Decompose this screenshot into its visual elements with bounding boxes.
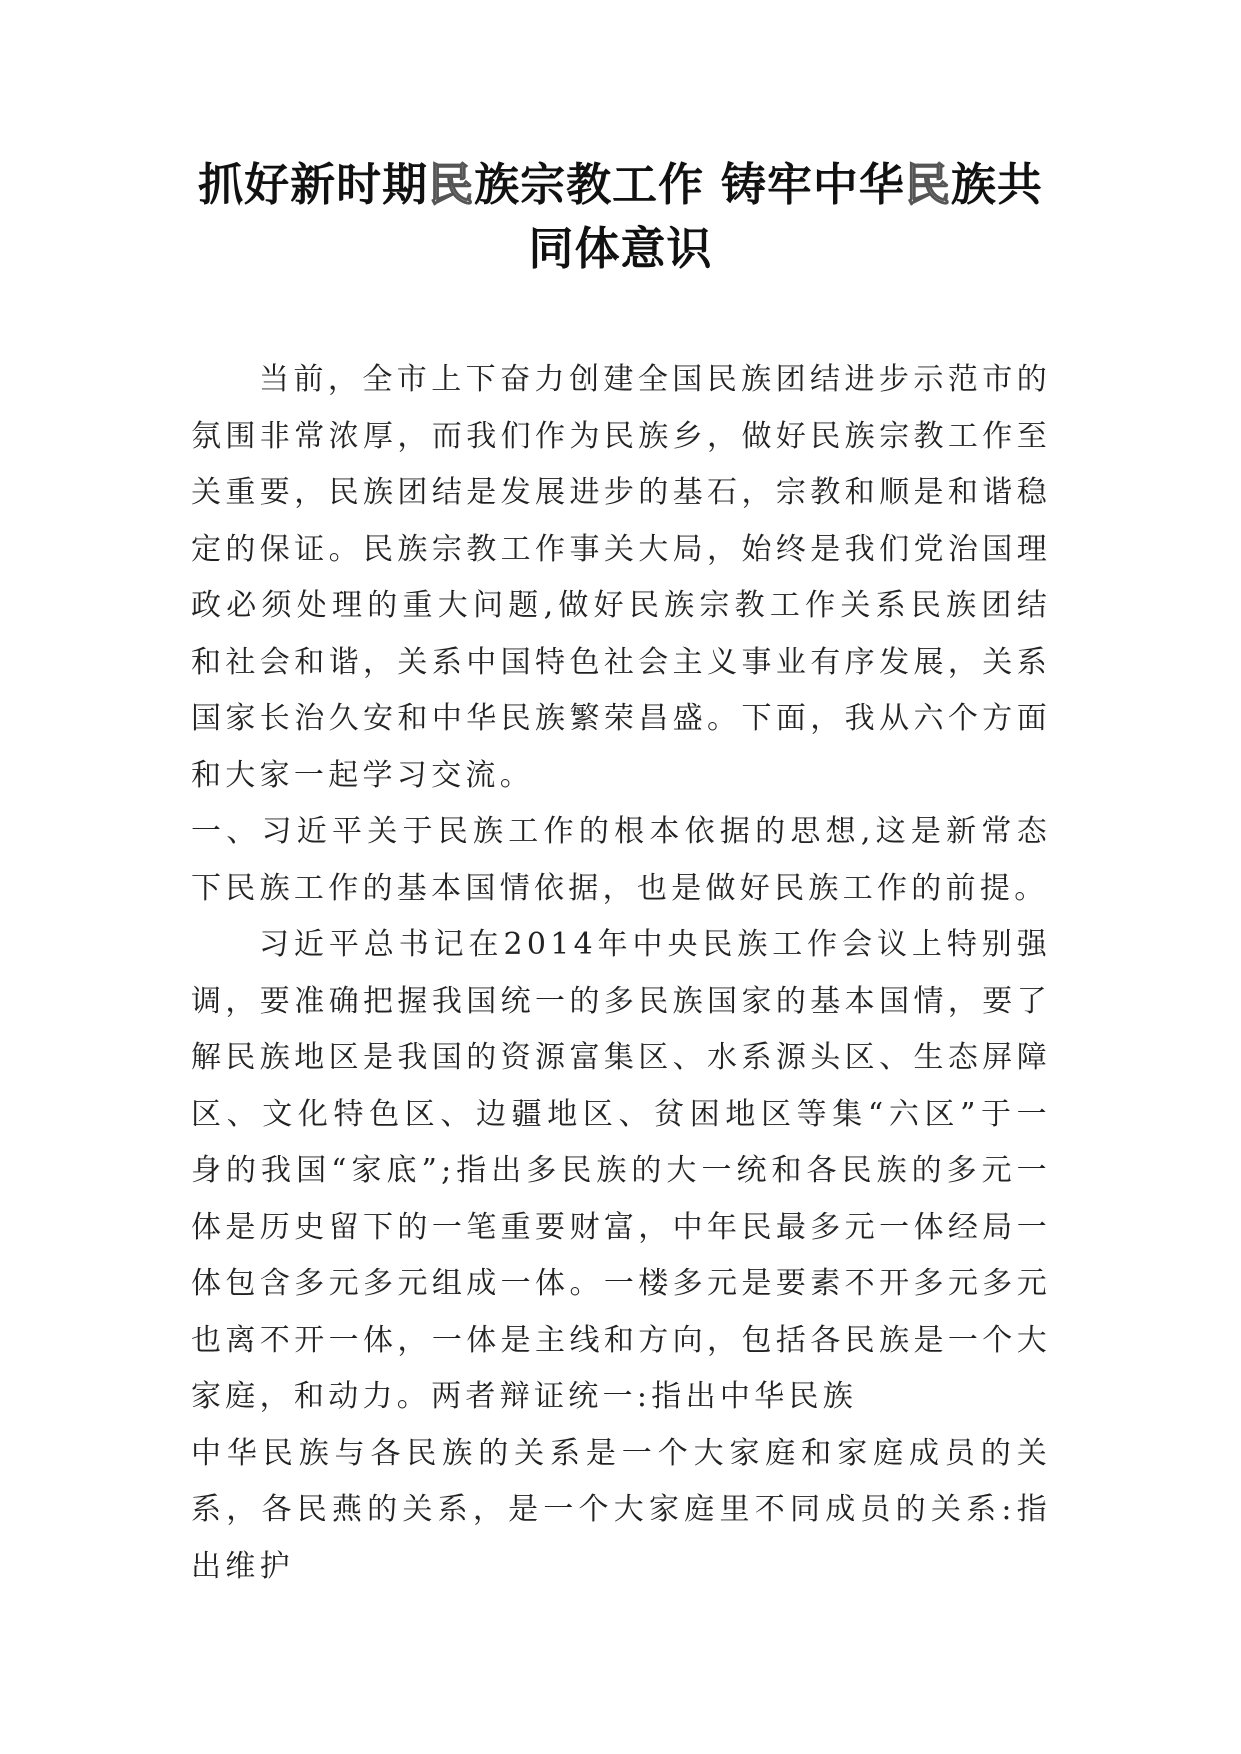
paragraph-body: 中华民族与各民族的关系是一个大家庭和家庭成员的关系，各民燕的关系，是一个大家庭里不同成员的关系:指出维护 bbox=[191, 1435, 1051, 1584]
title-text-part: 抓好新时期 bbox=[198, 158, 429, 211]
document-body bbox=[191, 352, 1051, 1595]
paragraph-body: 习近平总书记在2014年中央民族工作会议上特别强调，要准确把握我国统一的多民族国家的基本国情，要了解民族地区是我国的资源富集区、水系源头区、生态屏障区、文化特色区、边疆地区、贫困地区等集“六区”于一身的我国“家底”;指出多民族的大一统和各民族的多元一体是历史留下的一笔重要财富，中年民最多元一体经局一体包含多元多元组成一体。一楼多元是要素不开多元多元也离不开一体，一体是主线和方向，包括各民族是一个大家庭，和动力。两者辩证统一:指出中华民族 bbox=[191, 927, 1051, 1414]
document-title-line-1 bbox=[160, 154, 1081, 216]
title-text-part: 族宗教工作 铸牢中华 bbox=[474, 158, 905, 211]
title-outlined-character: 民 bbox=[428, 158, 475, 211]
section-heading-1: 一、习近平关于民族工作的根本依据的思想,这是新常态下民族工作的基本国情依据，也是做好民族工作的前提。 bbox=[191, 814, 1051, 906]
paragraph-intro: 当前，全市上下奋力创建全国民族团结进步示范市的氛围非常浓厚，而我们作为民族乡，做好民族宗教工作至关重要，民族团结是发展进步的基石，宗教和顺是和谐稳定的保证。民族宗教工作事关大局，始终是我们党治国理政必须处理的重大问题,做好民族宗教工作关系民族团结和社会和谐，关系中国特色社会主义事业有序发展，关系国家长治久安和中华民族繁荣昌盛。下面，我从六个方面和大家一起学习交流。 bbox=[191, 362, 1051, 793]
title-outlined-character: 民 bbox=[904, 158, 951, 211]
document-title-line-2: 同体意识 bbox=[528, 222, 713, 275]
title-text-part: 族共 bbox=[950, 158, 1043, 211]
